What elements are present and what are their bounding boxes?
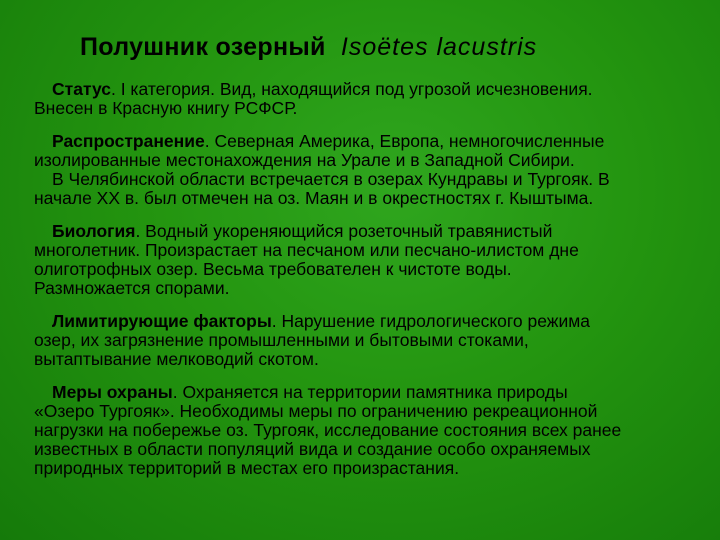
section-line: олиготрофных озер. Весьма требователен к чистоте воды. bbox=[34, 259, 512, 279]
section-term: Лимитирующие факторы bbox=[52, 311, 272, 331]
section-text: . Нарушение гидрологического режима bbox=[271, 311, 591, 331]
slide-title bbox=[80, 33, 537, 62]
section-text: . Охраняется на территории памятника природы bbox=[172, 382, 568, 402]
section-line bbox=[34, 132, 704, 151]
section-biology bbox=[34, 222, 704, 298]
section-line bbox=[34, 312, 704, 331]
section-line: природных территорий в местах его произрастания. bbox=[34, 458, 460, 478]
section-text: . Водный укореняющийся розеточный травянистый bbox=[135, 221, 553, 241]
title-latin-name: Isoëtes lacustris bbox=[340, 33, 538, 61]
section-protection-measures bbox=[34, 383, 704, 478]
section-line: Внесен в Красную книгу РСФСР. bbox=[34, 98, 298, 118]
section-line: озер, их загрязнение промышленными и бытовыми стоками, bbox=[34, 330, 529, 350]
title-common-name: Полушник озерный bbox=[80, 33, 326, 61]
section-term: Меры охраны bbox=[52, 382, 173, 402]
section-term: Статус bbox=[52, 79, 111, 99]
section-line: вытаптывание мелководий скотом. bbox=[34, 349, 319, 369]
section-line: В Челябинской области встречается в озерах Кундравы и Тургояк. В bbox=[52, 169, 610, 189]
section-term: Распространение bbox=[52, 131, 205, 151]
section-term: Биология bbox=[52, 221, 136, 241]
slide-body bbox=[34, 80, 704, 492]
section-limiting-factors bbox=[34, 312, 704, 369]
section-line: изолированные местонахождения на Урале и в Западной Сибири. bbox=[34, 150, 575, 170]
section-text: . Северная Америка, Европа, немногочисленные bbox=[204, 131, 605, 151]
section-line: Размножается спорами. bbox=[34, 278, 230, 298]
section-line: нагрузки на побережье оз. Тургояк, исследование состояния всех ранее bbox=[34, 420, 622, 440]
section-line: многолетник. Произрастает на песчаном или песчано-илистом дне bbox=[34, 240, 579, 260]
section-line: известных в области популяций вида и создание особо охраняемых bbox=[34, 439, 591, 459]
section-text: . I категория. Вид, находящийся под угрозой исчезновения. bbox=[110, 79, 593, 99]
section-line bbox=[34, 383, 704, 402]
section-distribution bbox=[34, 132, 704, 208]
section-line: начале XX в. был отмечен на оз. Маян и в окрестностях г. Кыштыма. bbox=[34, 188, 594, 208]
section-line bbox=[34, 222, 704, 241]
section-status bbox=[34, 80, 704, 118]
section-line bbox=[34, 80, 704, 99]
section-line: «Озеро Тургояк». Необходимы меры по ограничению рекреационной bbox=[34, 401, 598, 421]
